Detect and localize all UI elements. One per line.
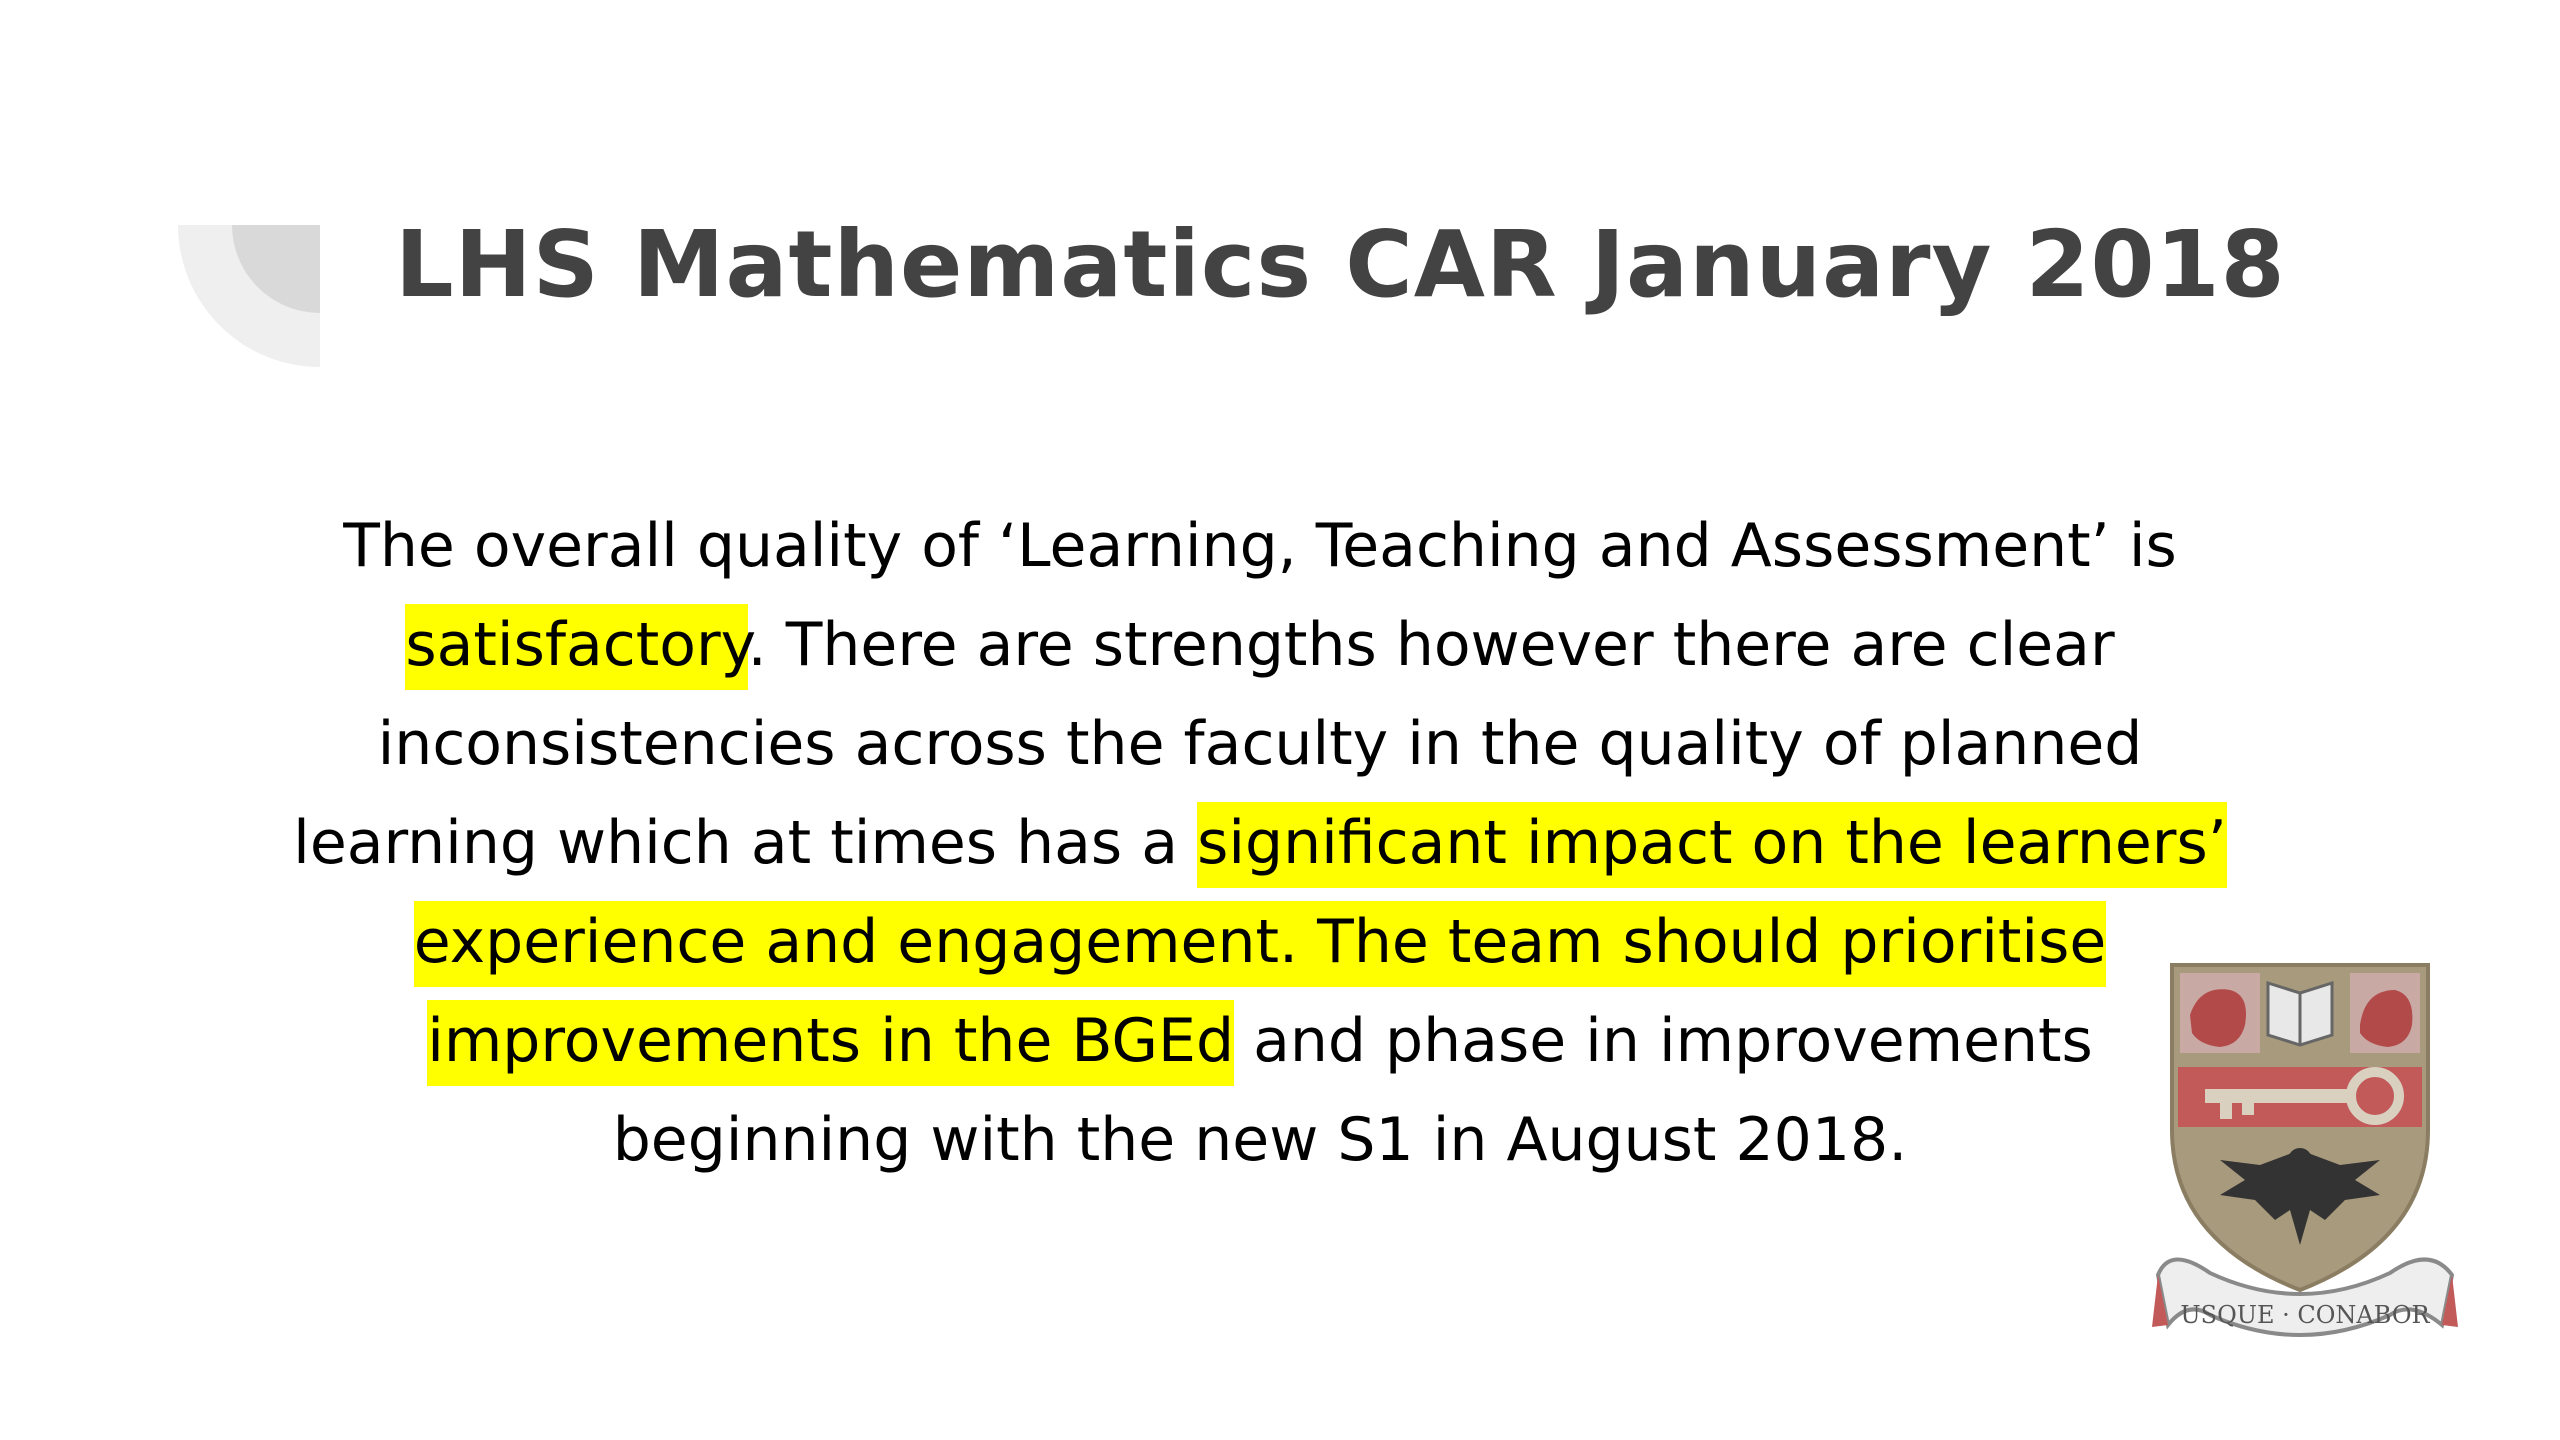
paragraph-line-7: beginning with the new S1 in August 2018. bbox=[612, 1105, 1908, 1175]
highlight-significant-impact: significant impact on the learners’ bbox=[1197, 802, 2227, 888]
paragraph-line-4 bbox=[200, 794, 2320, 893]
paragraph-line-3: inconsistencies across the faculty in the quality of planned bbox=[377, 709, 2143, 779]
highlight-satisfactory: satisfactory bbox=[405, 604, 747, 690]
corner-decoration bbox=[178, 225, 320, 367]
crest-motto: USQUE · CONABOR bbox=[2180, 1301, 2430, 1329]
school-crest-icon bbox=[2150, 955, 2460, 1355]
paragraph-line-5 bbox=[200, 893, 2320, 992]
highlight-experience-engagement: experience and engagement. The team should prioritise bbox=[414, 901, 2107, 987]
paragraph-line-1: The overall quality of ‘Learning, Teaching and Assessment’ is bbox=[343, 511, 2177, 581]
paragraph-line-2 bbox=[200, 596, 2320, 695]
paragraph-line-6-text: and phase in improvements bbox=[1234, 1006, 2093, 1076]
paragraph-line-6 bbox=[200, 992, 2320, 1091]
slide-title: LHS Mathematics CAR January 2018 bbox=[395, 211, 2286, 318]
highlight-improvements-bged: improvements in the BGEd bbox=[427, 1000, 1234, 1086]
paragraph-line-4-text: learning which at times has a bbox=[293, 808, 1198, 878]
body-paragraph bbox=[200, 497, 2320, 1190]
paragraph-line-2-text: . There are strengths however there are clear bbox=[747, 610, 2115, 680]
